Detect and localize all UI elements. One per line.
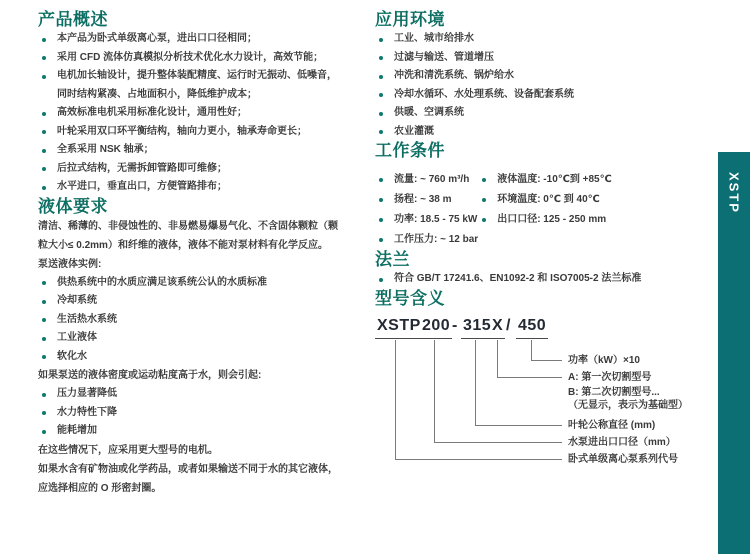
- list-item: 工业、城市给排水: [375, 30, 683, 49]
- overview-list: [38, 30, 346, 197]
- series-tab-label: XSTP: [726, 172, 742, 214]
- section-title-liquid: 液体要求: [38, 196, 108, 216]
- note-motor-text: 在这些情况下，应采用更大型号的电机。: [38, 444, 218, 456]
- model-label-power: 功率（kW）×10: [568, 354, 640, 366]
- section-title-flange: 法兰: [375, 250, 410, 269]
- connector-line: [531, 360, 562, 361]
- list-item: 全系采用 NSK 轴承；: [38, 141, 346, 160]
- connector-line: [531, 340, 532, 360]
- connector-line: [434, 442, 562, 443]
- model-label-trim-a: A: 第一次切割型号: [568, 371, 652, 383]
- model-label-trim-b: B: 第二次切割型号...: [568, 386, 660, 398]
- condition-item: 工作压力: ~ 12 bar: [375, 230, 478, 250]
- list-item: 过滤与输送、管道增压: [375, 49, 683, 68]
- liquid-intro-text: 清洁、稀薄的、非侵蚀性的、非易燃易爆易气化、不含固体颗粒（颗粒大小≤ 0.2mm）和纤维的液体，液体不能对泵材料有化学反应。: [38, 220, 338, 251]
- model-label-port-size: 水泵进出口口径（mm）: [568, 436, 676, 448]
- connector-line: [475, 340, 476, 425]
- list-item: 水平进口，垂直出口，方便管路排布；: [38, 178, 346, 197]
- list-item: 高效标准电机采用标准化设计，通用性好；: [38, 104, 346, 123]
- section-title-overview: 产品概述: [38, 10, 108, 29]
- model-label-trim-note: （无显示，表示为基础型）: [568, 399, 688, 411]
- section-title-conditions: 工作条件: [375, 141, 445, 160]
- list-item: 农业灌溉: [375, 123, 683, 142]
- list-item: 冷却系统: [38, 292, 346, 311]
- model-label-impeller: 叶轮公称直径 (mm): [568, 419, 656, 431]
- list-item: 采用 CFD 流体仿真模拟分析技术优化水力设计，高效节能；: [38, 49, 346, 68]
- connector-line: [497, 377, 562, 378]
- list-item: 能耗增加: [38, 422, 346, 441]
- viscosity-intro-text: 如果泵送的液体密度或运动粘度高于水，则会引起:: [38, 370, 262, 381]
- model-segment-power: 450: [516, 317, 548, 339]
- conditions-columns: [375, 170, 711, 250]
- flange-list: [375, 270, 683, 289]
- list-item: 软化水: [38, 348, 346, 367]
- list-item: 后拉式结构，无需拆卸管路即可维修；: [38, 160, 346, 179]
- connector-line: [395, 459, 562, 460]
- examples-list: [38, 274, 346, 367]
- model-segment-trim-code: X: [490, 317, 505, 339]
- model-segment-dash: -: [452, 316, 458, 334]
- list-item: 冷却水循环、水处理系统、设备配套系统: [375, 86, 683, 105]
- condition-item: 液体温度: -10℃到 +85℃: [478, 170, 711, 190]
- connector-line: [434, 340, 435, 442]
- model-segment-impeller: 315: [461, 317, 493, 339]
- connector-line: [395, 340, 396, 459]
- series-side-tab: [718, 152, 750, 554]
- list-item: 冲洗和清洗系统、锅炉给水: [375, 67, 683, 86]
- list-item: 压力显著降低: [38, 385, 346, 404]
- condition-item: 扬程: ~ 38 m: [375, 190, 478, 210]
- list-item: 供暖、空调系统: [375, 104, 683, 123]
- application-list: [375, 30, 683, 141]
- list-item: 电机加长轴设计，提升整体装配精度、运行时无振动、低噪音，同时结构紧凑、占地面积小，降低维护成本；: [38, 67, 346, 104]
- list-item: 叶轮采用双口环平衡结构，轴向力更小，轴承寿命更长；: [38, 123, 346, 142]
- list-item: 符合 GB/T 17241.6、EN1092-2 和 ISO7005-2 法兰标准: [375, 270, 683, 289]
- section-title-model: 型号含义: [375, 288, 445, 308]
- viscosity-list: [38, 385, 346, 441]
- condition-item: 出口口径: 125 - 250 mm: [478, 210, 711, 230]
- list-item: 工业液体: [38, 329, 346, 348]
- list-item: 生活热水系统: [38, 311, 346, 330]
- condition-item: 功率: 18.5 - 75 kW: [375, 210, 478, 230]
- examples-label: 泵送液体实例:: [38, 258, 102, 270]
- model-segment-series: XSTP: [375, 317, 423, 339]
- conditions-list-right: [478, 170, 711, 250]
- condition-item: 流量: ~ 760 m³/h: [375, 170, 478, 190]
- model-segment-slash: /: [506, 316, 511, 334]
- right-column: [375, 10, 711, 479]
- connector-line: [475, 425, 562, 426]
- note-seal-text: 如果水含有矿物油或化学药品，或者如果输送不同于水的其它液体，应选择相应的 O 形密封圈。: [38, 463, 338, 494]
- model-label-series: 卧式单级离心泵系列代号: [568, 453, 678, 465]
- conditions-list-left: [375, 170, 478, 250]
- connector-line: [497, 340, 498, 377]
- section-title-application: 应用环境: [375, 10, 445, 29]
- list-item: 供热系统中的水质应满足该系统公认的水质标准: [38, 274, 346, 293]
- model-code-diagram: [375, 317, 711, 479]
- condition-item: 环境温度: 0℃ 到 40℃: [478, 190, 711, 210]
- model-segment-port-size: 200: [420, 317, 452, 339]
- left-column: [38, 10, 356, 498]
- list-item: 本产品为卧式单级离心泵，进出口口径相同；: [38, 30, 346, 49]
- list-item: 水力特性下降: [38, 404, 346, 423]
